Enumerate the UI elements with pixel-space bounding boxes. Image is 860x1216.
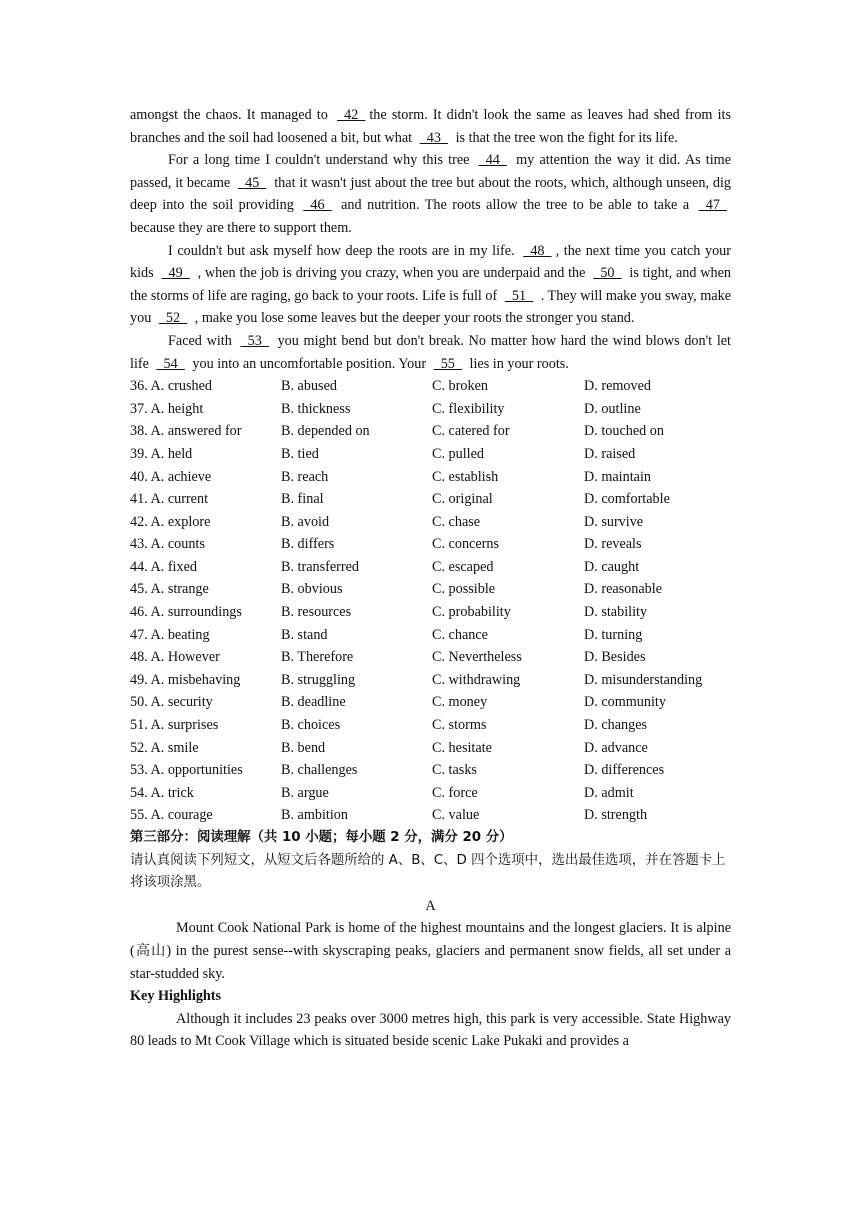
option-choice: C. probability xyxy=(432,604,511,621)
option-choice: D. reasonable xyxy=(584,581,662,598)
option-choice: 48. A. However xyxy=(130,649,220,666)
options-list xyxy=(130,375,731,827)
option-choice: 43. A. counts xyxy=(130,536,205,553)
option-choice: B. obvious xyxy=(281,581,343,598)
option-choice: C. establish xyxy=(432,468,499,485)
option-choice: 47. A. beating xyxy=(130,626,210,643)
option-choice: C. original xyxy=(432,491,493,508)
option-choice: 36. A. crushed xyxy=(130,378,212,395)
passage-paragraph-4 xyxy=(130,330,731,375)
answer-blank: 55 xyxy=(433,355,462,372)
passage-text: , the next time you catch your kids xyxy=(130,242,731,282)
option-choice: D. stability xyxy=(584,604,648,621)
option-choice: D. caught xyxy=(584,558,640,575)
option-choice: C. escaped xyxy=(432,558,494,575)
passage-text: is tight, and when the storms of life are raging, go back to your roots. Life is full of xyxy=(130,265,731,304)
passage-text: and nutrition. The roots allow the tree to be able to take a xyxy=(335,197,695,214)
passage-text: , when the job is driving you crazy, when you are underpaid and the xyxy=(193,265,590,282)
passage-text: For a long time I couldn't understand why this tree xyxy=(168,152,475,169)
option-choice: D. differences xyxy=(584,762,665,779)
passage-text: you into an uncomfortable position. Your xyxy=(188,355,430,372)
option-choice: D. turning xyxy=(584,626,643,643)
passage-text: . They will make you sway, make you xyxy=(130,287,731,327)
answer-blank: 43 xyxy=(419,129,449,146)
option-row xyxy=(130,533,731,556)
answer-blank: 42 xyxy=(336,107,366,123)
option-choice: D. raised xyxy=(584,445,636,462)
option-choice: C. Nevertheless xyxy=(432,649,522,666)
option-choice: C. value xyxy=(432,807,480,824)
section-3-instruction: 请认真阅读下列短文，从短文后各题所给的 A、B、C、D 四个选项中，选出最佳选项，并在答题卡上将该项涂黑。 xyxy=(130,852,726,891)
option-choice: D. changes xyxy=(584,717,648,734)
passage-text: is that the tree won the fight for its life. xyxy=(452,129,678,146)
passage-a-paragraph-2: Although it includes 23 peaks over 3000 metres high, this park is very accessible. State Highway 80 leads to Mt Cook Village which is situated beside scenic Lake Pukaki and provides a xyxy=(130,1010,731,1050)
passage-paragraph-3 xyxy=(130,240,731,330)
option-choice: C. chase xyxy=(432,513,481,530)
option-choice: 52. A. smile xyxy=(130,739,199,756)
option-choice: C. tasks xyxy=(432,762,477,779)
option-row xyxy=(130,398,731,421)
option-choice: B. tied xyxy=(281,445,319,462)
option-choice: B. challenges xyxy=(281,762,358,779)
option-choice: B. avoid xyxy=(281,513,330,530)
option-choice: 51. A. surprises xyxy=(130,717,219,734)
passage-paragraph-2 xyxy=(130,149,731,239)
option-choice: 49. A. misbehaving xyxy=(130,671,241,688)
option-choice: B. reach xyxy=(281,468,329,485)
option-row xyxy=(130,804,731,827)
option-choice: C. force xyxy=(432,784,478,801)
answer-blank: 44 xyxy=(478,152,507,169)
answer-blank: 50 xyxy=(593,265,622,282)
option-choice: 41. A. current xyxy=(130,491,209,508)
passage-text: lies in your roots. xyxy=(465,355,569,372)
passage-text: I couldn't but ask myself how deep the roots are in my life. xyxy=(168,242,520,259)
option-choice: D. Besides xyxy=(584,649,646,666)
option-choice: 39. A. held xyxy=(130,445,193,462)
option-choice: 55. A. courage xyxy=(130,807,213,824)
option-row xyxy=(130,511,731,534)
option-choice: D. strength xyxy=(584,807,648,824)
passage-a-label: A xyxy=(425,897,436,914)
option-row xyxy=(130,737,731,760)
passage-text: you might bend but don't break. No matter how hard the wind blows don't let life xyxy=(130,332,731,372)
option-choice: C. concerns xyxy=(432,536,499,553)
option-row xyxy=(130,466,731,489)
option-choice: C. flexibility xyxy=(432,400,505,417)
option-choice: B. Therefore xyxy=(281,649,354,666)
passage-text: , make you lose some leaves but the deeper your roots the stronger you stand. xyxy=(191,310,635,327)
option-choice: C. withdrawing xyxy=(432,671,521,688)
passage-a-paragraph-1: Mount Cook National Park is home of the highest mountains and the longest glaciers. It is alpine (高山) in the purest sense--with skyscraping peaks, glaciers and permanent snow fields, all set under a star-studded sky. xyxy=(130,920,731,982)
option-row xyxy=(130,601,731,624)
option-choice: D. reveals xyxy=(584,536,642,553)
answer-blank: 48 xyxy=(523,242,552,259)
option-choice: D. comfortable xyxy=(584,491,670,508)
option-choice: B. choices xyxy=(281,717,341,734)
option-choice: B. struggling xyxy=(281,671,356,688)
option-choice: B. argue xyxy=(281,784,329,801)
option-row xyxy=(130,759,731,782)
option-choice: B. abused xyxy=(281,378,337,395)
passage-text: my attention the way it did. As time passed, it became xyxy=(130,152,731,191)
option-row xyxy=(130,375,731,398)
answer-blank: 46 xyxy=(303,197,332,214)
option-row xyxy=(130,488,731,511)
option-choice: 45. A. strange xyxy=(130,581,209,598)
option-choice: 44. A. fixed xyxy=(130,558,197,575)
option-choice: C. chance xyxy=(432,626,488,643)
option-choice: D. touched on xyxy=(584,423,664,440)
answer-blank: 45 xyxy=(238,174,267,191)
option-choice: 37. A. height xyxy=(130,400,204,417)
passage-text: Faced with xyxy=(168,332,237,349)
option-choice: D. admit xyxy=(584,784,634,801)
option-choice: D. survive xyxy=(584,513,644,530)
option-choice: 46. A. surroundings xyxy=(130,604,242,621)
answer-blank: 49 xyxy=(161,265,190,282)
option-choice: B. differs xyxy=(281,536,335,553)
option-choice: D. community xyxy=(584,694,666,711)
option-choice: B. final xyxy=(281,491,324,508)
option-row xyxy=(130,691,731,714)
option-choice: B. resources xyxy=(281,604,352,621)
option-choice: C. storms xyxy=(432,717,487,734)
option-choice: C. hesitate xyxy=(432,739,492,756)
option-choice: D. maintain xyxy=(584,468,651,485)
answer-blank: 53 xyxy=(240,332,269,349)
option-choice: B. stand xyxy=(281,626,328,643)
option-choice: D. advance xyxy=(584,739,648,756)
option-row xyxy=(130,556,731,579)
option-choice: C. catered for xyxy=(432,423,510,440)
option-choice: C. pulled xyxy=(432,445,485,462)
option-row xyxy=(130,624,731,647)
option-choice: D. removed xyxy=(584,378,651,395)
option-choice: D. outline xyxy=(584,400,641,417)
option-choice: 40. A. achieve xyxy=(130,468,212,485)
option-choice: B. ambition xyxy=(281,807,348,824)
option-row xyxy=(130,782,731,805)
option-choice: 54. A. trick xyxy=(130,784,194,801)
passage-text: that it wasn't just about the tree but about the roots, which, although unseen, dig deep into the soil providing xyxy=(130,174,731,214)
option-choice: 50. A. security xyxy=(130,694,213,711)
passage-text: the storm. It didn't look the same as leaves had shed from its branches and the soil had loosened a bit, but what xyxy=(130,107,732,146)
option-choice: C. money xyxy=(432,694,488,711)
option-choice: B. depended on xyxy=(281,423,370,440)
option-row xyxy=(130,646,731,669)
option-choice: B. transferred xyxy=(281,558,359,575)
option-choice: 42. A. explore xyxy=(130,513,211,530)
option-choice: C. possible xyxy=(432,581,496,598)
option-row xyxy=(130,578,731,601)
answer-blank: 54 xyxy=(156,355,185,372)
option-choice: D. misunderstanding xyxy=(584,671,703,688)
option-choice: B. bend xyxy=(281,739,326,756)
answer-blank: 51 xyxy=(504,287,534,304)
option-choice: B. thickness xyxy=(281,400,351,417)
passage-paragraph-1 xyxy=(130,104,731,149)
document-page xyxy=(130,104,731,1053)
option-choice: C. broken xyxy=(432,378,488,395)
option-row xyxy=(130,443,731,466)
option-choice: 38. A. answered for xyxy=(130,423,242,440)
option-row xyxy=(130,669,731,692)
option-choice: 53. A. opportunities xyxy=(130,762,243,779)
passage-text: amongst the chaos. It managed to xyxy=(130,107,333,123)
option-row xyxy=(130,420,731,443)
option-choice: B. deadline xyxy=(281,694,346,711)
answer-blank: 47 xyxy=(698,197,727,214)
option-row xyxy=(130,714,731,737)
section-3-title: 第三部分：阅读理解（共 10 小题；每小题 2 分，满分 20 分） xyxy=(130,830,513,845)
key-highlights-heading: Key Highlights xyxy=(130,988,222,1005)
passage-text: because they are there to support them. xyxy=(130,219,352,236)
answer-blank: 52 xyxy=(158,310,188,327)
